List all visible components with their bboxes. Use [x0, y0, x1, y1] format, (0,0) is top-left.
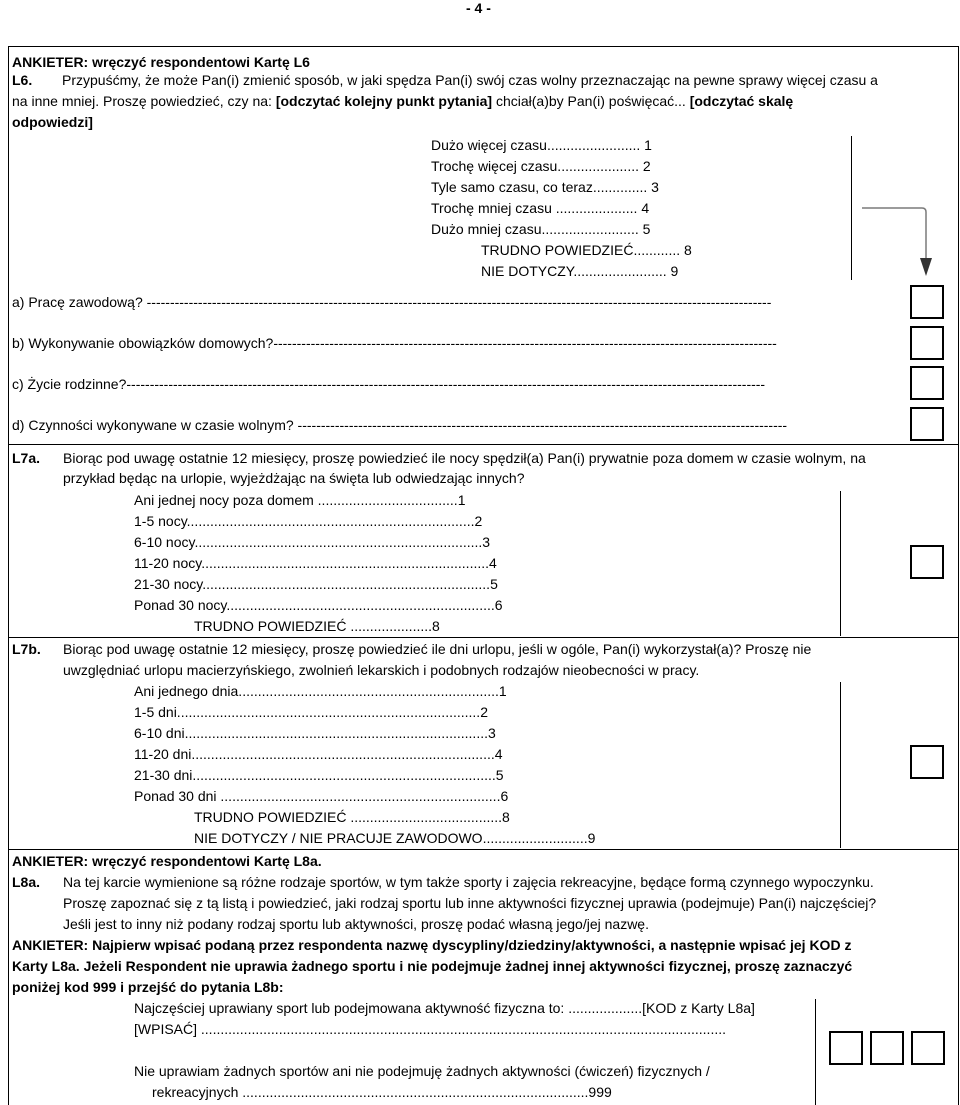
- l7b-question-line1: Biorąc pod uwagę ostatnie 12 miesięcy, proszę powiedzieć ile dni urlopu, jeśli w ogóle, Pan(i) wykorzystał(a)? Proszę nie: [63, 641, 812, 657]
- l8a-no-sport-line2: rekreacyjnych .........................................................................................999: [152, 1084, 612, 1100]
- l6-item-d: d) Czynności wykonywane w czasie wolnym? ---------------------------------------------------------------------------------------------------------: [12, 417, 788, 433]
- l8a-answer-sport[interactable]: Najczęściej uprawiany sport lub podejmowana aktywność fizyczna to: ...................[KOD z Karty L8a]: [134, 1000, 755, 1016]
- l7a-option-8: TRUDNO POWIEDZIEĆ .....................8: [194, 618, 440, 634]
- divider-l6-l7a: [8, 444, 958, 445]
- l6-item-c: c) Życie rodzinne?-----------------------------------------------------------------------------------------------------------------------------------------: [12, 376, 766, 392]
- l6-item-b: b) Wykonywanie obowiązków domowych?------------------------------------------------------------------------------------------------------------: [12, 335, 777, 351]
- l6-scale-9: NIE DOTYCZY........................ 9: [481, 263, 679, 279]
- l8a-answer-write-in[interactable]: [WPISAĆ] .......................................................................................................................................: [134, 1021, 726, 1037]
- l6-scale-8: TRUDNO POWIEDZIEĆ............ 8: [481, 242, 692, 258]
- scale-bracket: [851, 136, 852, 280]
- l7a-label: L7a.: [12, 450, 41, 466]
- l7a-bracket: [840, 491, 841, 636]
- l7b-option-1: Ani jednego dnia...................................................................1: [134, 683, 507, 699]
- divider-l7a-l7b: [8, 637, 958, 638]
- l6-answer-box-a[interactable]: [910, 285, 944, 319]
- l8a-instruction: ANKIETER: wręczyć respondentowi Kartę L8a.: [12, 853, 322, 869]
- l6-answer-box-b[interactable]: [910, 326, 944, 360]
- l8a-instruction2-line2: Karty L8a. Jeżeli Respondent nie uprawia żadnego sportu i nie podejmuje żadnej innej aktywności fizycznej, proszę zaznaczyć: [12, 958, 853, 974]
- l8a-code-box-2[interactable]: [870, 1031, 904, 1065]
- l6-scale-3: Tyle samo czasu, co teraz.............. 3: [431, 179, 659, 195]
- l7b-option-9: NIE DOTYCZY / NIE PRACUJE ZAWODOWO...........................9: [194, 830, 596, 846]
- l6-answer-box-c[interactable]: [910, 366, 944, 400]
- top-border: [8, 46, 958, 47]
- l7b-bracket: [840, 682, 841, 848]
- left-border: [8, 46, 9, 1105]
- l7b-option-5: 21-30 dni..............................................................................5: [134, 767, 504, 783]
- l6-line2-text-b: chciał(a)by Pan(i) poświęcać...: [495, 93, 686, 109]
- l7b-option-4: 11-20 dni..............................................................................4: [134, 746, 503, 762]
- l6-scale-1: Dużo więcej czasu........................ 1: [431, 137, 652, 153]
- l6-question-line2: [12, 92, 793, 110]
- l7a-option-1: Ani jednej nocy poza domem ....................................1: [134, 492, 466, 508]
- arrow-down-icon: [860, 200, 940, 280]
- l7b-option-2: 1-5 dni..............................................................................2: [134, 704, 488, 720]
- l7b-answer-box[interactable]: [910, 745, 944, 779]
- l8a-code-box-1[interactable]: [829, 1031, 863, 1065]
- l8a-question-line2: Proszę zapoznać się z tą listą i powiedzieć, jaki rodzaj sportu lub inne aktywności fizycznej uprawia (podejmuje) Pan(i) najczęściej?: [63, 895, 877, 911]
- l7a-question-line2: przykład będąc na urlopie, wyjeżdżając na święta lub odwiedzając innych?: [63, 470, 525, 486]
- l8a-instruction2-line1: ANKIETER: Najpierw wpisać podaną przez respondenta nazwę dyscypliny/dziedziny/aktywności, a następnie wpisać jej KOD z: [12, 937, 852, 953]
- l6-line2-bold-b: [odczytać skalę: [689, 93, 794, 109]
- right-border: [958, 46, 959, 1105]
- l7a-option-4: 11-20 nocy..........................................................................4: [134, 555, 497, 571]
- l6-scale-5: Dużo mniej czasu......................... 5: [431, 221, 651, 237]
- l8a-instruction2-line3: poniżej kod 999 i przejść do pytania L8b:: [12, 979, 284, 995]
- l8a-no-sport-line1: Nie uprawiam żadnych sportów ani nie podejmuję żadnych aktywności (ćwiczeń) fizycznych /: [134, 1063, 710, 1079]
- l6-scale-2: Trochę więcej czasu..................... 2: [431, 158, 651, 174]
- l6-question-line3: odpowiedzi]: [12, 114, 93, 130]
- l7a-answer-box[interactable]: [910, 545, 944, 579]
- l7b-option-6: Ponad 30 dni ........................................................................6: [134, 788, 509, 804]
- l8a-question-line1: Na tej karcie wymienione są różne rodzaje sportów, w tym także sporty i zajęcia rekreacyjne, będące formą czynnego wypoczynku.: [63, 874, 874, 890]
- l6-scale-4: Trochę mniej czasu ..................... 4: [431, 200, 650, 216]
- l7a-option-5: 21-30 nocy..........................................................................5: [134, 576, 498, 592]
- l7a-question-line1: Biorąc pod uwagę ostatnie 12 miesięcy, proszę powiedzieć ile nocy spędził(a) Pan(i) prywatnie poza domem w czasie wolnym, na: [63, 450, 866, 466]
- page-number: - 4 -: [466, 0, 491, 16]
- l6-line2-bold-a: [odczytać kolejny punkt pytania]: [275, 93, 493, 109]
- l7b-question-line2: uwzględniać urlopu macierzyńskiego, zwolnień lekarskich i podobnych rodzajów nieobecności w pracy.: [63, 662, 700, 678]
- l7a-option-2: 1-5 nocy..........................................................................2: [134, 513, 483, 529]
- l7a-option-6: Ponad 30 nocy.....................................................................6: [134, 597, 503, 613]
- l7b-option-3: 6-10 dni..............................................................................3: [134, 725, 496, 741]
- l6-line2-text-a: na inne mniej. Proszę powiedzieć, czy na:: [12, 93, 276, 109]
- l6-label: L6.: [12, 72, 33, 88]
- l7b-option-8: TRUDNO POWIEDZIEĆ .......................................8: [194, 809, 510, 825]
- l6-item-a: a) Pracę zawodową? --------------------------------------------------------------------------------------------------------------------------------------: [12, 294, 772, 310]
- l8a-code-box-3[interactable]: [911, 1031, 945, 1065]
- l8a-label: L8a.: [12, 874, 41, 890]
- l7b-label: L7b.: [12, 641, 41, 657]
- l8a-question-line3: Jeśli jest to inny niż podany rodzaj sportu lub aktywności, proszę podać własną jego/jej nazwę.: [63, 916, 649, 932]
- l7a-option-3: 6-10 nocy..........................................................................3: [134, 534, 491, 550]
- divider-l7b-l8a: [8, 849, 958, 850]
- l6-answer-box-d[interactable]: [910, 407, 944, 441]
- l6-instruction: ANKIETER: wręczyć respondentowi Kartę L6: [12, 54, 310, 70]
- l6-question-line1: Przypuśćmy, że może Pan(i) zmienić sposób, w jaki spędza Pan(i) swój czas wolny przeznaczając na pewne sprawy więcej czasu a: [62, 72, 878, 88]
- l8a-bracket: [815, 999, 816, 1105]
